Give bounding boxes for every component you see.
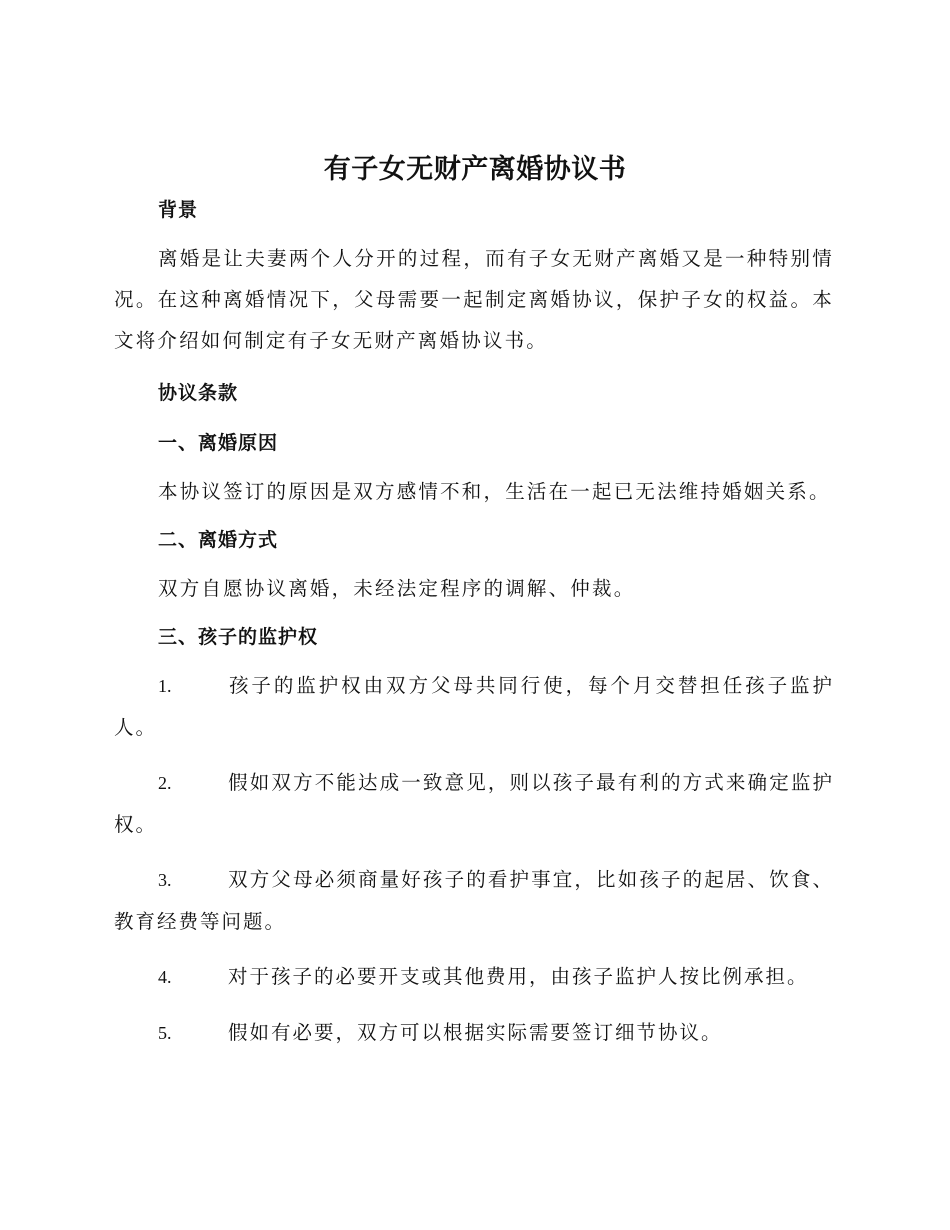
list-item-text: 对于孩子的必要开支或其他费用，由孩子监护人按比例承担。 — [228, 965, 809, 988]
list-item-number: 4. — [158, 967, 172, 987]
list-item — [114, 665, 834, 748]
background-heading: 背景 — [158, 199, 199, 221]
list-item — [114, 956, 834, 998]
document-title: 有子女无财产离婚协议书 — [323, 154, 627, 185]
terms-heading: 协议条款 — [158, 382, 239, 404]
list-item — [114, 762, 834, 845]
list-item-number: 1. — [158, 676, 172, 696]
list-item-text: 假如有必要，双方可以根据实际需要签订细节协议。 — [228, 1021, 723, 1044]
list-item-text: 假如双方不能达成一致意见，则以孩子最有利的方式来确定监护权。 — [114, 771, 834, 836]
reason-paragraph: 本协议签订的原因是双方感情不和，生活在一起已无法维持婚姻关系。 — [158, 480, 831, 503]
document-body — [114, 192, 834, 1054]
background-paragraph: 离婚是让夫妻两个人分开的过程，而有子女无财产离婚又是一种特别情况。在这种离婚情况下，父母需要一起制定离婚协议，保护子女的权益。本文将介绍如何制定有子女无财产离婚协议书。 — [114, 247, 834, 352]
list-item — [114, 1012, 834, 1054]
list-item-number: 3. — [158, 870, 172, 890]
list-item-number: 5. — [158, 1023, 172, 1043]
custody-heading: 三、孩子的监护权 — [158, 626, 319, 648]
list-item — [114, 859, 834, 942]
list-item-text: 双方父母必须商量好孩子的看护事宜，比如孩子的起居、饮食、教育经费等问题。 — [114, 868, 834, 933]
method-heading: 二、离婚方式 — [158, 529, 279, 551]
method-paragraph: 双方自愿协议离婚，未经法定程序的调解、仲裁。 — [158, 577, 636, 600]
reason-heading: 一、离婚原因 — [158, 432, 279, 454]
list-item-number: 2. — [158, 773, 172, 793]
list-item-text: 孩子的监护权由双方父母共同行使，每个月交替担任孩子监护人。 — [114, 674, 834, 739]
